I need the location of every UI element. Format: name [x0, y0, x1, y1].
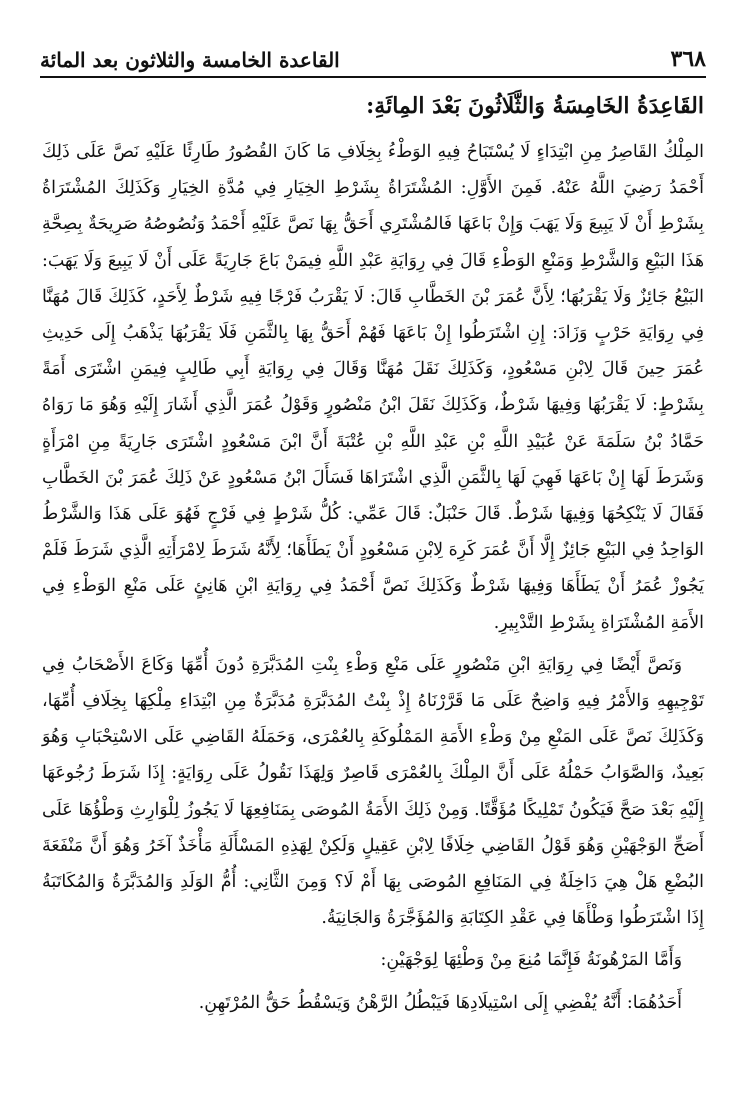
paragraph-4: أَحَدُهُمَا: أَنَّهُ يُفْضِي إِلَى اسْتِيلَادِهَا فَيَبْطُلُ الرَّهْنُ وَيَسْقُطُ حَقُّ المُرْتَهِنِ. — [198, 992, 682, 1013]
page-number: ٣٦٨ — [670, 46, 706, 72]
chapter-heading: القَاعِدَةُ الخَامِسَةُ وَالثَّلَاثُونَ بَعْدَ المِائَةِ: — [366, 93, 704, 119]
running-title: القاعدة الخامسة والثلاثون بعد المائة — [40, 48, 340, 72]
running-header — [40, 38, 706, 78]
paragraph-1: المِلْكُ القَاصِرُ مِنِ ابْتِدَاءٍ لَا يُسْتَبَاحُ فِيهِ الوَطْءُ بِخِلَافِ مَا كَانَ القُصُورُ طَارِئًا عَلَيْهِ نَصَّ عَلَى ذَلِكَ أَحْمَدُ رَضِيَ اللَّهُ عَنْهُ. فَمِنَ الأَوَّلِ: المُشْتَرَاةُ بِشَرْطِ الخِيَارِ فِي مُدَّةِ الخِيَارِ وَكَذَلِكَ المُشْتَرَاةُ بِشَرْطِ أَنْ لَا يَبِيعَ وَلَا يَهَبَ وَإِنْ بَاعَهَا فَالمُشْتَرِي أَحَقُّ بِهَا نَصَّ عَلَيْهِ أَحْمَدُ وَنُصُوصُهُ صَرِيحَةٌ بِصِحَّةِ هَذَا البَيْعِ وَالشَّرْطِ وَمَنْعِ الوَطْءِ قَالَ فِي رِوَايَةِ عَبْدِ اللَّهِ فِيمَنْ بَاعَ جَارِيَةً عَلَى أَنْ لَا يَبِيعَ وَلَا يَهَبَ: البَيْعُ جَائِزٌ وَلَا يَقْرَبُهَا؛ لِأَنَّ عُمَرَ بْنَ الخَطَّابِ قَالَ: لَا يَقْرَبُ فَرْجًا فِيهِ شَرْطٌ لِأَحَدٍ، كَذَلِكَ قَالَ مُهَنَّا فِي رِوَايَةِ حَرْبٍ وَزَادَ: إِنِ اشْتَرَطُوا إِنْ بَاعَهَا فَهُمْ أَحَقُّ بِهَا بِالثَّمَنِ فَلَا يَقْرَبُهَا يَذْهَبُ إِلَى حَدِيثِ عُمَرَ حِينَ قَالَ لِابْنِ مَسْعُودٍ، وَكَذَلِكَ نَقَلَ مُهَنَّا وَقَالَ فِي رِوَايَةِ أَبِي طَالِبٍ فِيمَنِ اشْتَرَى أَمَةً بِشَرْطٍ: لَا يَقْرَبُهَا وَفِيهَا شَرْطٌ، وَكَذَلِكَ نَقَلَ ابْنُ مَنْصُورٍ وَقَوْلُ عُمَرَ الَّذِي أَشَارَ إِلَيْهِ وَهُوَ مَا رَوَاهُ حَمَّادُ بْنُ سَلَمَةَ عَنْ عُبَيْدِ اللَّهِ بْنِ عَبْدِ اللَّهِ بْنِ عُتْبَةَ أَنَّ ابْنَ مَسْعُودٍ اشْتَرَى جَارِيَةً مِنِ امْرَأَةٍ وَشَرَطَ لَهَا إِنْ بَاعَهَا فَهِيَ لَهَا بِالثَّمَنِ الَّذِي اشْتَرَاهَا فَسَأَلَ ابْنُ مَسْعُودٍ عَنْ ذَلِكَ عُمَرَ بْنَ الخَطَّابِ فَقَالَ لَا يَنْكِحُهَا وَفِيهَا شَرْطٌ. قَالَ حَنْبَلٌ: قَالَ عَمِّي: كُلُّ شَرْطٍ فِي فَرْجٍ فَهُوَ عَلَى هَذَا وَالشَّرْطُ الوَاحِدُ فِي البَيْعِ جَائِزٌ إِلَّا أَنَّ عُمَرَ كَرِهَ لِابْنِ مَسْعُودٍ أَنْ يَطَأَهَا؛ لِأَنَّهُ شَرَطَ لِامْرَأَتِهِ الَّذِي شَرَطَ فَلَمْ يَجُوزْ عُمَرُ أَنْ يَطَأَهَا وَفِيهَا شَرْطٌ وَكَذَلِكَ نَصَّ أَحْمَدُ فِي رِوَايَةِ ابْنِ هَانِئٍ عَلَى مَنْعِ الوَطْءِ فِي الأَمَةِ المُشْتَرَاةِ بِشَرْطِ التَّدْبِيرِ. — [42, 142, 704, 633]
paragraph-3: وَأَمَّا المَرْهُونَةُ فَإِنَّمَا مُنِعَ مِنْ وَطْئِهَا لِوَجْهَيْنِ: — [380, 950, 682, 971]
paragraph-2: وَنَصَّ أَيْضًا فِي رِوَايَةِ ابْنِ مَنْصُورٍ عَلَى مَنْعِ وَطْءِ بِنْتِ المُدَبَّرَةِ دُونَ أُمِّهَا وَكَاعَ الأَصْحَابُ فِي تَوْجِيهِهِ وَالأَمْرُ فِيهِ وَاضِحٌ عَلَى مَا قَرَّرْنَاهُ إِذْ بِنْتُ المُدَبَّرَةِ مُدَبَّرَةٌ مِنِ ابْتِدَاءِ مِلْكِهَا بِخِلَافِ أُمِّهَا، وَكَذَلِكَ نَصَّ عَلَى المَنْعِ مِنْ وَطْءِ الأَمَةِ المَمْلُوكَةِ بِالعُمْرَى، وَحَمَلَهُ القَاضِي عَلَى الاسْتِحْبَابِ وَهُوَ بَعِيدٌ، وَالصَّوَابُ حَمْلُهُ عَلَى أَنَّ المِلْكَ بِالعُمْرَى قَاصِرٌ وَلِهَذَا نَقُولُ عَلَى رِوَايَةٍ: إِذَا شَرَطَ رُجُوعَهَا إِلَيْهِ بَعْدَ صَحَّ فَيَكُونُ تَمْلِيكًا مُؤَقَّتًا. وَمِنْ ذَلِكَ الأَمَةُ المُوصَى بِمَنَافِعِهَا لَا يَجُوزُ لِلْوَارِثِ وَطْؤُهَا عَلَى أَصَحِّ الوَجْهَيْنِ وَهُوَ قَوْلُ القَاضِي خِلَافًا لِابْنِ عَقِيلٍ وَلَكِنْ لِهَذِهِ المَسْأَلَةِ مَأْخَذٌ آخَرُ وَهُوَ أَنَّ مَنْفَعَةَ البُضْعِ هَلْ هِيَ دَاخِلَةٌ فِي المَنَافِعِ المُوصَى بِهَا أَمْ لَا؟ وَمِنَ الثَّانِي: أُمُّ الوَلَدِ وَالمُدَبَّرَةُ وَالمُكَاتَبَةُ إِذَا اشْتَرَطُوا وَطْأَهَا فِي عَقْدِ الكِتَابَةِ وَالمُؤَجَّرَةُ وَالجَانِيَةُ. — [42, 654, 704, 929]
page-body — [42, 84, 704, 1021]
